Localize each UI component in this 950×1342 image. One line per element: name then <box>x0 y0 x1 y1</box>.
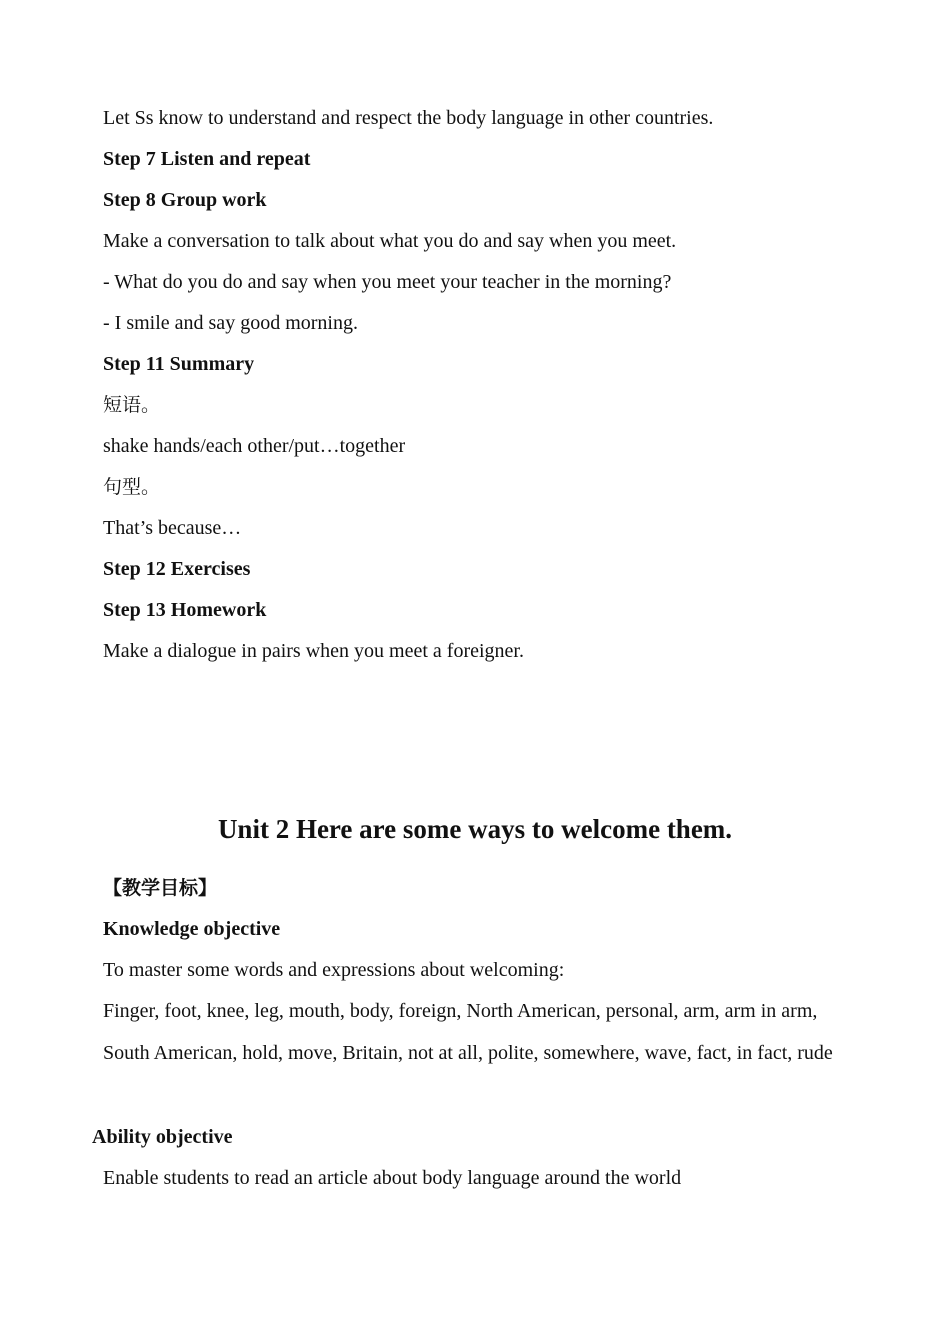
step8-description: Make a conversation to talk about what you do and say when you meet. <box>103 230 677 252</box>
step11-heading: Step 11 Summary <box>103 353 255 375</box>
knowledge-intro: To master some words and expressions about welcoming: <box>103 959 565 981</box>
ability-description: Enable students to read an article about body language around the world <box>103 1167 682 1189</box>
phrases-label: 短语。 <box>103 394 161 416</box>
sentence-label: 句型。 <box>103 476 161 498</box>
knowledge-heading: Knowledge objective <box>103 918 281 940</box>
dialog-answer: - I smile and say good morning. <box>103 312 358 334</box>
sentence-text: That’s because… <box>103 517 242 539</box>
ability-heading: Ability objective <box>92 1126 233 1148</box>
intro-text: Let Ss know to understand and respect the body language in other countries. <box>103 107 714 129</box>
step7-heading: Step 7 Listen and repeat <box>103 148 311 170</box>
step12-heading: Step 12 Exercises <box>103 558 251 580</box>
step13-heading: Step 13 Homework <box>103 599 267 621</box>
homework-text: Make a dialogue in pairs when you meet a foreigner. <box>103 640 524 662</box>
unit2-title: Unit 2 Here are some ways to welcome them. <box>217 814 733 844</box>
phrases-text: shake hands/each other/put…together <box>103 435 406 457</box>
vocabulary-list: Finger, foot, knee, leg, mouth, body, foreign, North American, personal, arm, arm in arm, South American, hold, move, Britain, not at all, polite, somewhere, wave, fact, in fact, rude <box>103 1000 833 1064</box>
objectives-heading: 【教学目标】 <box>103 877 218 899</box>
step8-heading: Step 8 Group work <box>103 189 267 211</box>
dialog-question: - What do you do and say when you meet your teacher in the morning? <box>103 271 672 293</box>
